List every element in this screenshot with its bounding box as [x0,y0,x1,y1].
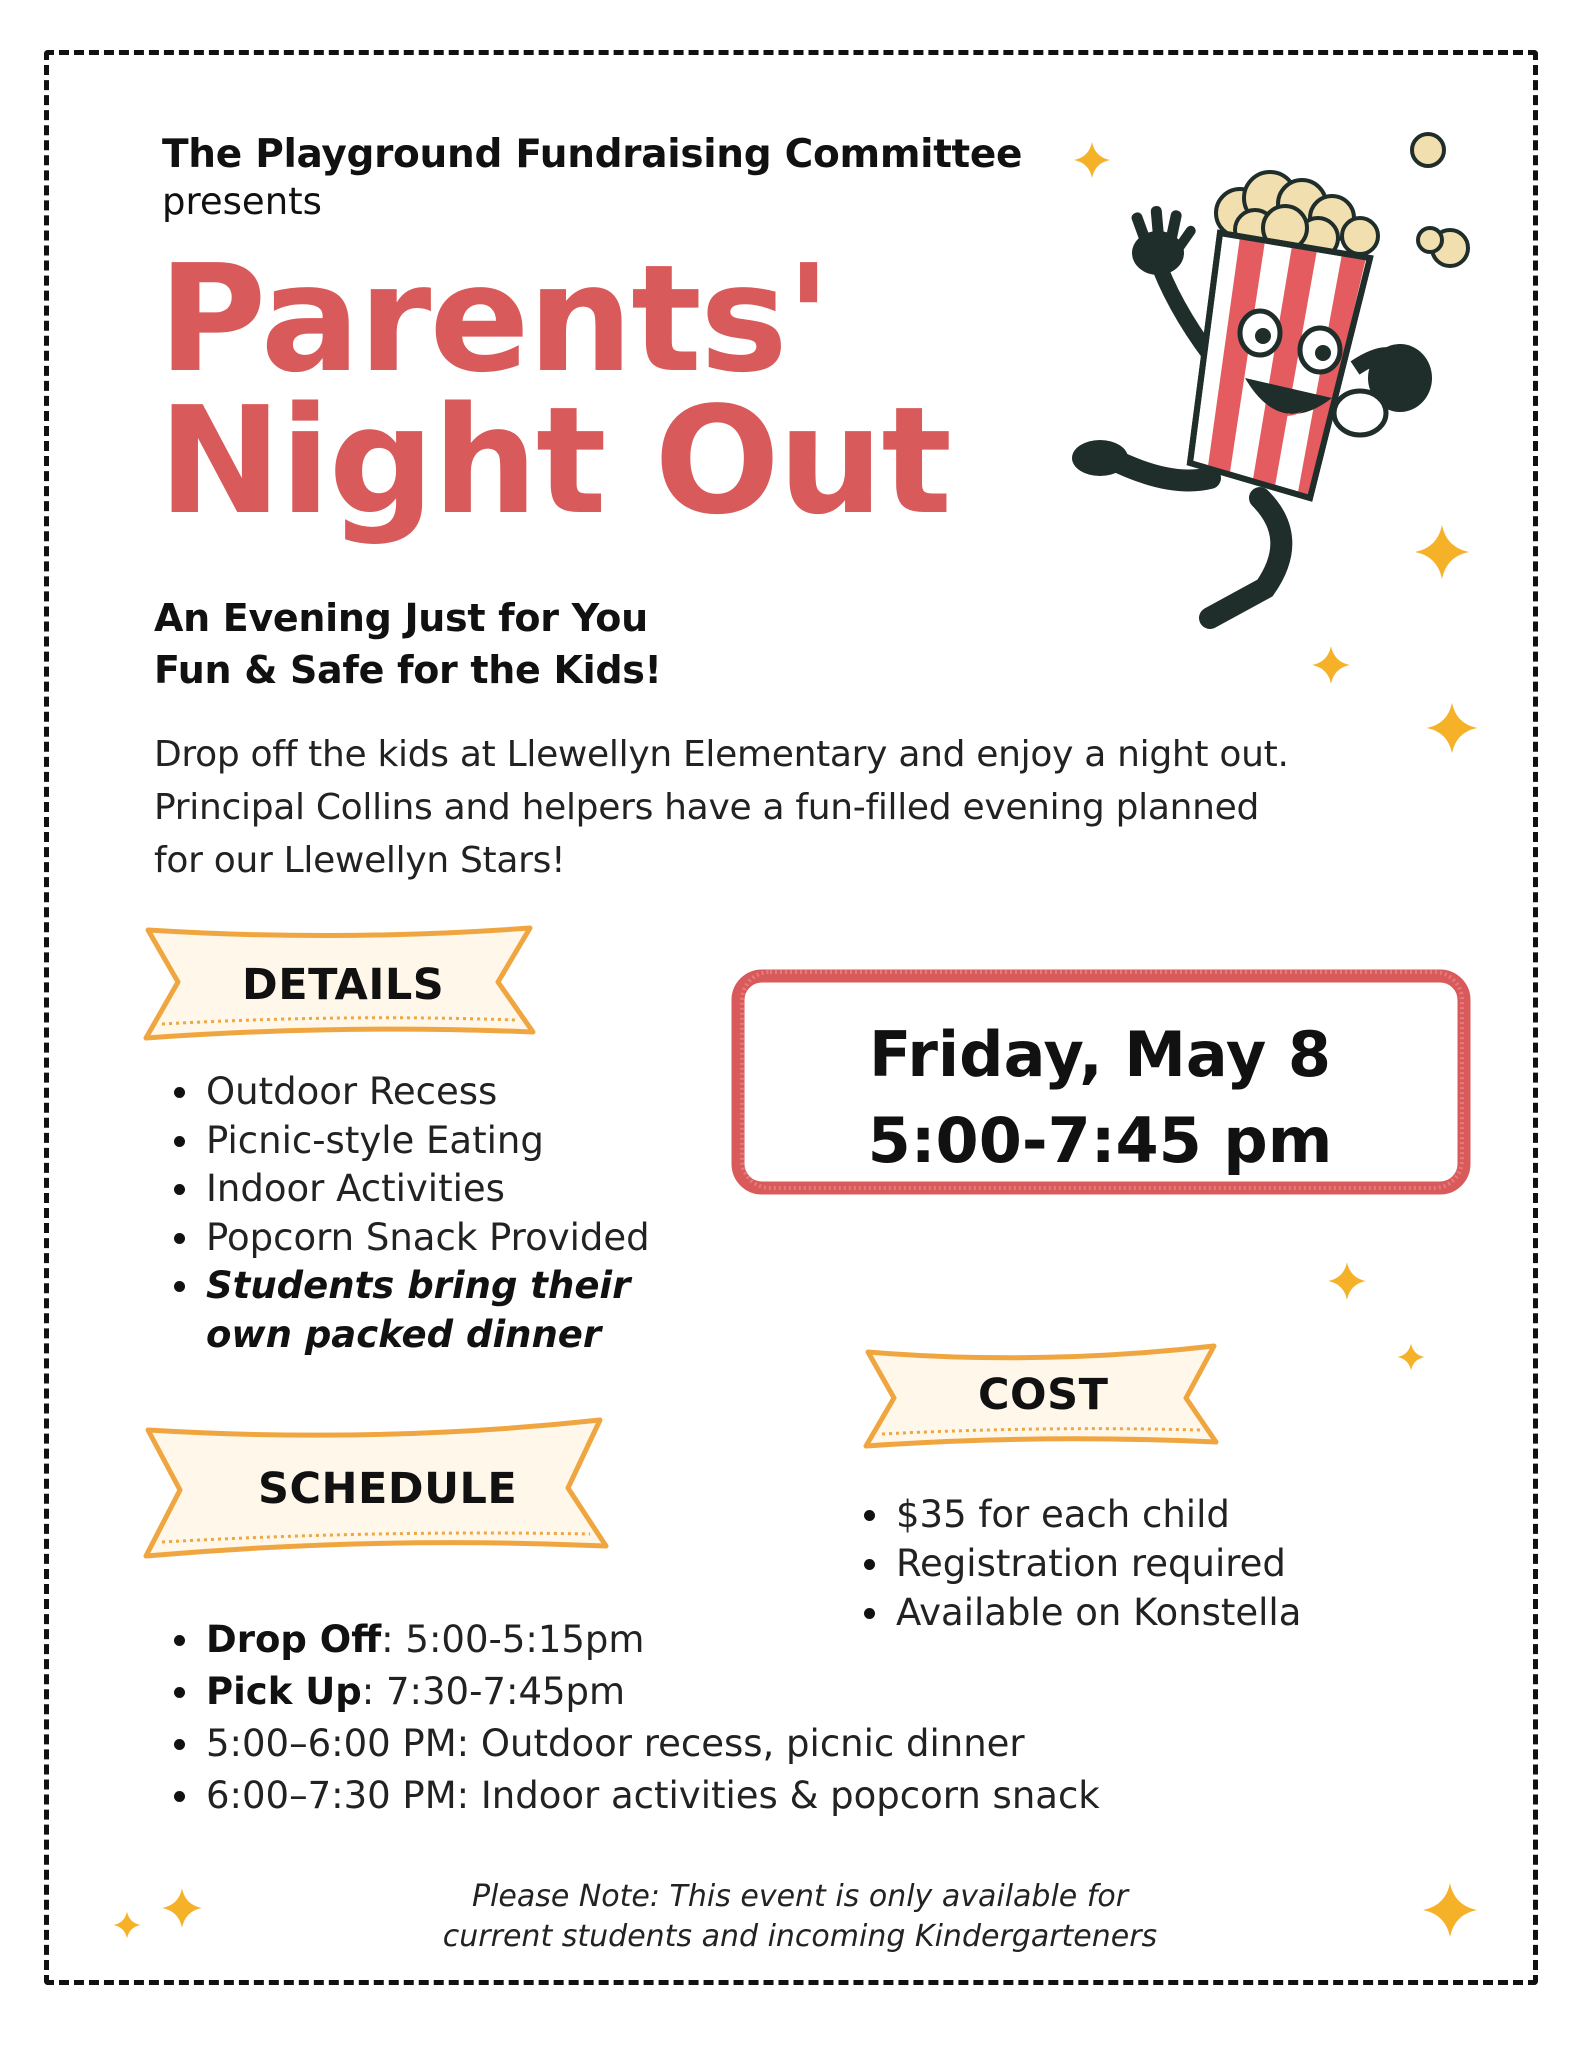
event-description: Drop off the kids at Llewellyn Elementary and enjoy a night out. Principal Collins and helpers have a fun-filled evening planned for our Llewellyn Stars! [154,734,1289,881]
sparkle-star-icon [160,1886,204,1930]
presents-text: presents [162,180,322,223]
details-heading: DETAILS [242,960,445,1010]
sparkle-star-icon [1310,644,1352,686]
event-title [158,233,951,547]
dropoff-label: Drop Off [206,1618,382,1661]
list-item [170,1666,1100,1718]
sparkle-star-icon [1424,700,1480,756]
footnote-line-2: current students and incoming Kindergarteners [442,1919,1158,1954]
list-item: 5:00–6:00 PM: Outdoor recess, picnic dinner [170,1718,1100,1770]
dropoff-time: : 5:00-5:15pm [381,1618,645,1661]
sparkle-star-icon [1326,1260,1368,1302]
tagline [154,592,662,696]
list-item: Picnic-style Eating [170,1117,650,1166]
list-item: Indoor Activities [170,1165,650,1214]
emphasis-line-1: Students bring their [206,1264,631,1307]
title-line-2: Night Out [158,375,951,547]
emphasis-line-2: own packed dinner [206,1312,602,1356]
schedule-list [170,1614,1100,1822]
sparkle-star-icon [112,1910,142,1940]
schedule-heading: SCHEDULE [258,1464,518,1514]
sparkle-star-icon [1396,1342,1426,1372]
tagline-line-2: Fun & Safe for the Kids! [154,648,662,692]
event-time: 5:00-7:45 pm [867,1104,1333,1177]
footnote-line-1: Please Note: This event is only available for [471,1879,1129,1914]
footnote [300,1877,1300,1957]
event-datetime [740,972,1460,1190]
list-item: Popcorn Snack Provided [170,1214,650,1263]
list-item: Outdoor Recess [170,1068,650,1117]
list-item: 6:00–7:30 PM: Indoor activities & popcorn snack [170,1770,1100,1822]
list-item-emphasis [170,1262,650,1359]
pickup-time: : 7:30-7:45pm [361,1670,626,1713]
title-line-1: Parents' [158,233,830,405]
list-item: $35 for each child [860,1490,1301,1539]
cost-heading: COST [978,1370,1109,1420]
event-date: Friday, May 8 [868,1018,1332,1091]
sparkle-star-icon [1412,522,1472,582]
presenter-name: The Playground Fundraising Committee [162,132,1023,177]
sparkle-star-icon [1072,140,1112,180]
list-item: Registration required [860,1539,1301,1588]
sparkle-star-icon [1420,1880,1480,1940]
pickup-label: Pick Up [206,1670,362,1713]
list-item: Available on Konstella [860,1588,1301,1637]
list-item [170,1614,1100,1666]
tagline-line-1: An Evening Just for You [154,596,648,640]
details-list [170,1068,650,1359]
